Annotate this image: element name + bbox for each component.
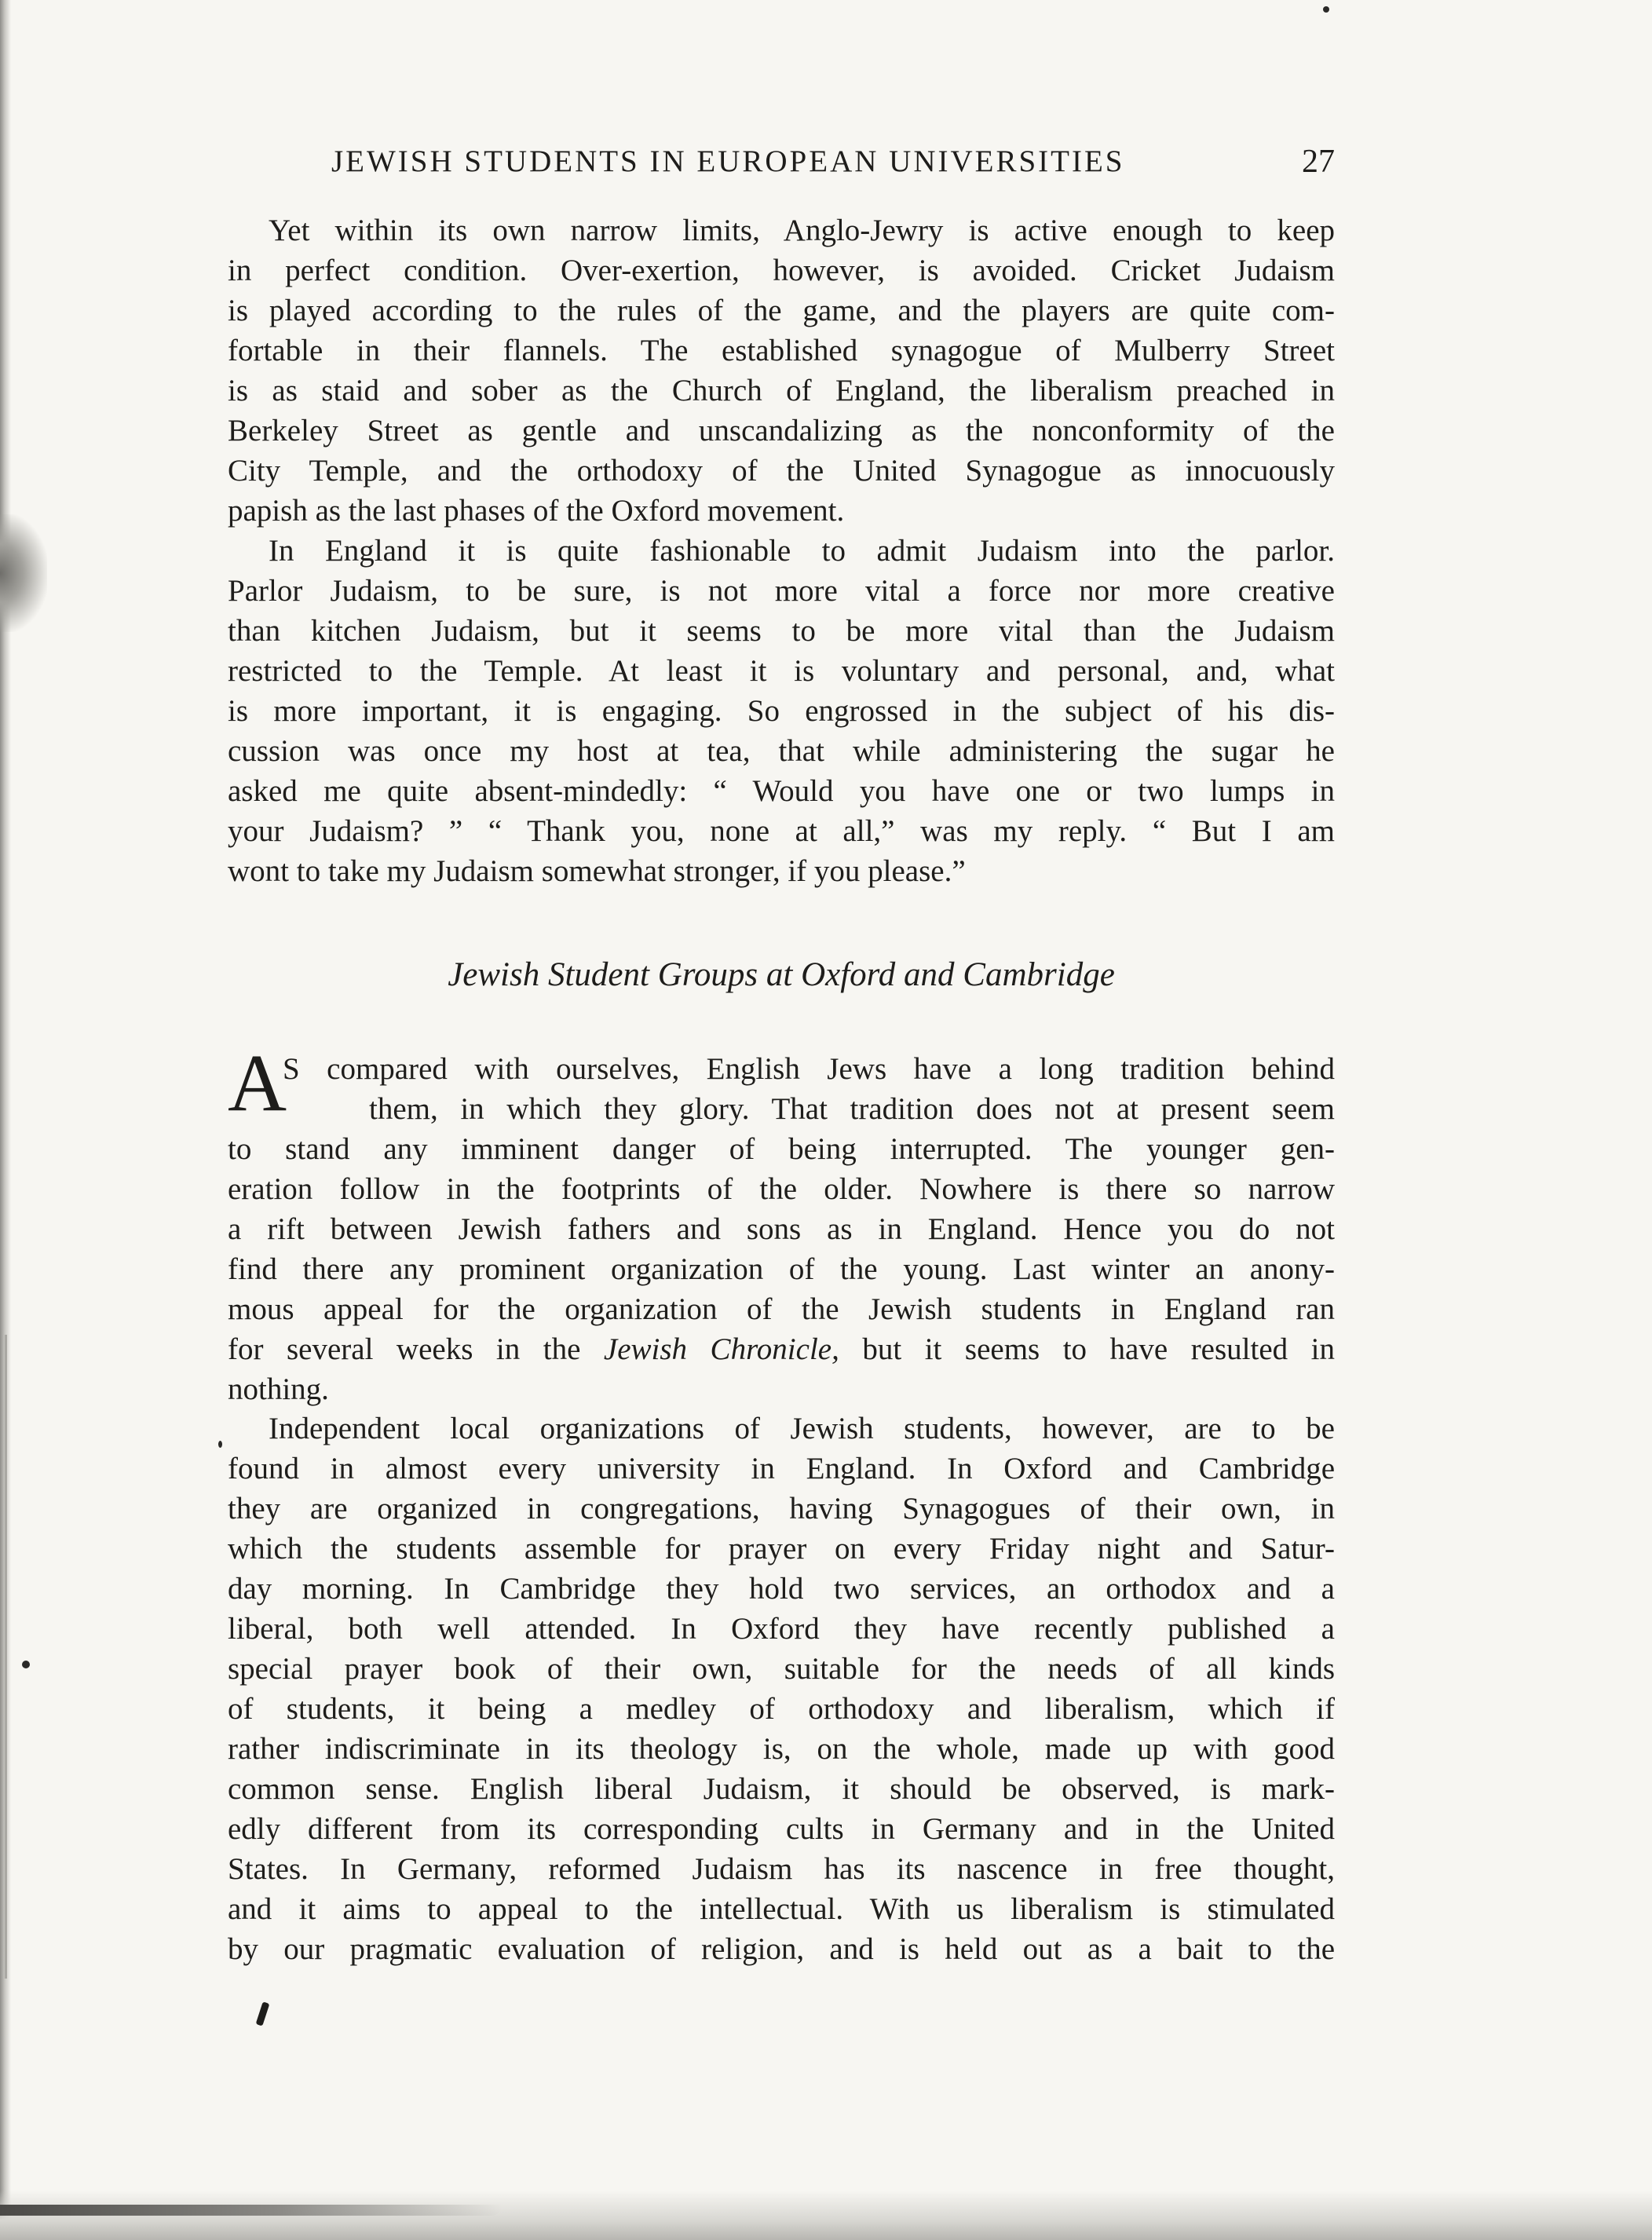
text-line: them, in which they glory. That tradition does not at present seem (369, 1092, 1335, 1126)
running-head-title: JEWISH STUDENTS IN EUROPEAN UNIVERSITIES (331, 144, 1125, 178)
text-line: cussion was once my host at tea, that while administering the sugar he (228, 734, 1335, 768)
text-fragment: for several weeks in the (228, 1332, 604, 1366)
text-line: and it aims to appeal to the intellectual. With us liberalism is stimulated (228, 1892, 1335, 1926)
text-fragment: but it seems to have resulted in (839, 1332, 1335, 1366)
paragraph-2 (228, 531, 1335, 891)
text-line: found in almost every university in England. In Oxford and Cambridge (228, 1452, 1335, 1485)
text-line: S compared with ourselves, English Jews have a long tradition behind (283, 1052, 1335, 1086)
scan-speck (218, 1441, 222, 1448)
text-line: wont to take my Judaism somewhat stronger, if you please.” (228, 854, 966, 888)
scan-bottom-streak (0, 2205, 503, 2216)
text-line: City Temple, and the orthodoxy of the United Synagogue as innocuously (228, 454, 1335, 488)
drop-cap: A (228, 1038, 287, 1128)
section-heading: Jewish Student Groups at Oxford and Cambridge (448, 956, 1115, 993)
text-line: rather indiscriminate in its theology is, on the whole, made up with good (228, 1732, 1335, 1766)
text-line: day morning. In Cambridge they hold two services, an orthodox and a (228, 1572, 1335, 1606)
text-line: nothing. (228, 1372, 329, 1406)
text-line (228, 1329, 1335, 1369)
text-line: mous appeal for the organization of the Jewish students in England ran (228, 1292, 1335, 1326)
text-line: a rift between Jewish fathers and sons as in England. Hence you do not (228, 1212, 1335, 1246)
text-line: by our pragmatic evaluation of religion, and is held out as a bait to the (228, 1932, 1335, 1966)
text-line: restricted to the Temple. At least it is voluntary and personal, and, what (228, 654, 1335, 688)
text-line: which the students assemble for prayer on every Friday night and Satur- (228, 1532, 1335, 1566)
text-line: your Judaism? ” “ Thank you, none at all,” was my reply. “ But I am (228, 814, 1335, 848)
text-line: edly different from its corresponding cults in Germany and in the United (228, 1812, 1335, 1846)
text-line: fortable in their flannels. The established synagogue of Mulberry Street (228, 334, 1335, 367)
text-line: special prayer book of their own, suitable for the needs of all kinds (228, 1652, 1335, 1686)
scan-speck (1323, 6, 1329, 13)
text-line: is as staid and sober as the Church of England, the liberalism preached in (228, 374, 1335, 407)
ink-mark (256, 2001, 270, 2026)
text-line: find there any prominent organization of the young. Last winter an anony- (228, 1252, 1335, 1286)
paragraph-1 (228, 210, 1335, 531)
scan-speck (22, 1661, 30, 1668)
text-line: States. In Germany, reformed Judaism has its nascence in free thought, (228, 1852, 1335, 1886)
text-line: in perfect condition. Over-exertion, however, is avoided. Cricket Judaism (228, 254, 1335, 287)
text-line: liberal, both well attended. In Oxford they have recently published a (228, 1612, 1335, 1646)
text-line: of students, it being a medley of orthodoxy and liberalism, which if (228, 1692, 1335, 1726)
text-line: asked me quite absent-mindedly: “ Would you have one or two lumps in (228, 774, 1335, 808)
running-head (228, 138, 1335, 185)
text-line: common sense. English liberal Judaism, it should be observed, is mark- (228, 1772, 1335, 1806)
publication-title: Jewish Chronicle, (603, 1332, 839, 1366)
page-number: 27 (1302, 144, 1335, 180)
text-line: Independent local organizations of Jewish students, however, are to be (269, 1412, 1335, 1445)
text-line: they are organized in congregations, having Synagogues of their own, in (228, 1492, 1335, 1526)
text-line: In England it is quite fashionable to admit Judaism into the parlor. (269, 534, 1335, 568)
text-line: than kitchen Judaism, but it seems to be more vital than the Judaism (228, 614, 1335, 648)
scan-edge-line (5, 1335, 7, 1979)
paragraph-4 (228, 1409, 1335, 1969)
paragraph-3 (228, 1049, 1335, 1409)
text-line: Yet within its own narrow limits, Anglo-Jewry is active enough to keep (269, 214, 1335, 247)
text-line: Parlor Judaism, to be sure, is not more vital a force nor more creative (228, 574, 1335, 608)
text-line: papish as the last phases of the Oxford movement. (228, 494, 845, 528)
text-line: is played according to the rules of the game, and the players are quite com- (228, 294, 1335, 327)
scan-edge-blot (0, 514, 47, 632)
text-line: Berkeley Street as gentle and unscandalizing as the nonconformity of the (228, 414, 1335, 448)
text-line: is more important, it is engaging. So engrossed in the subject of his dis- (228, 694, 1335, 728)
text-line: to stand any imminent danger of being interrupted. The younger gen- (228, 1132, 1335, 1166)
text-line: eration follow in the footprints of the older. Nowhere is there so narrow (228, 1172, 1335, 1206)
